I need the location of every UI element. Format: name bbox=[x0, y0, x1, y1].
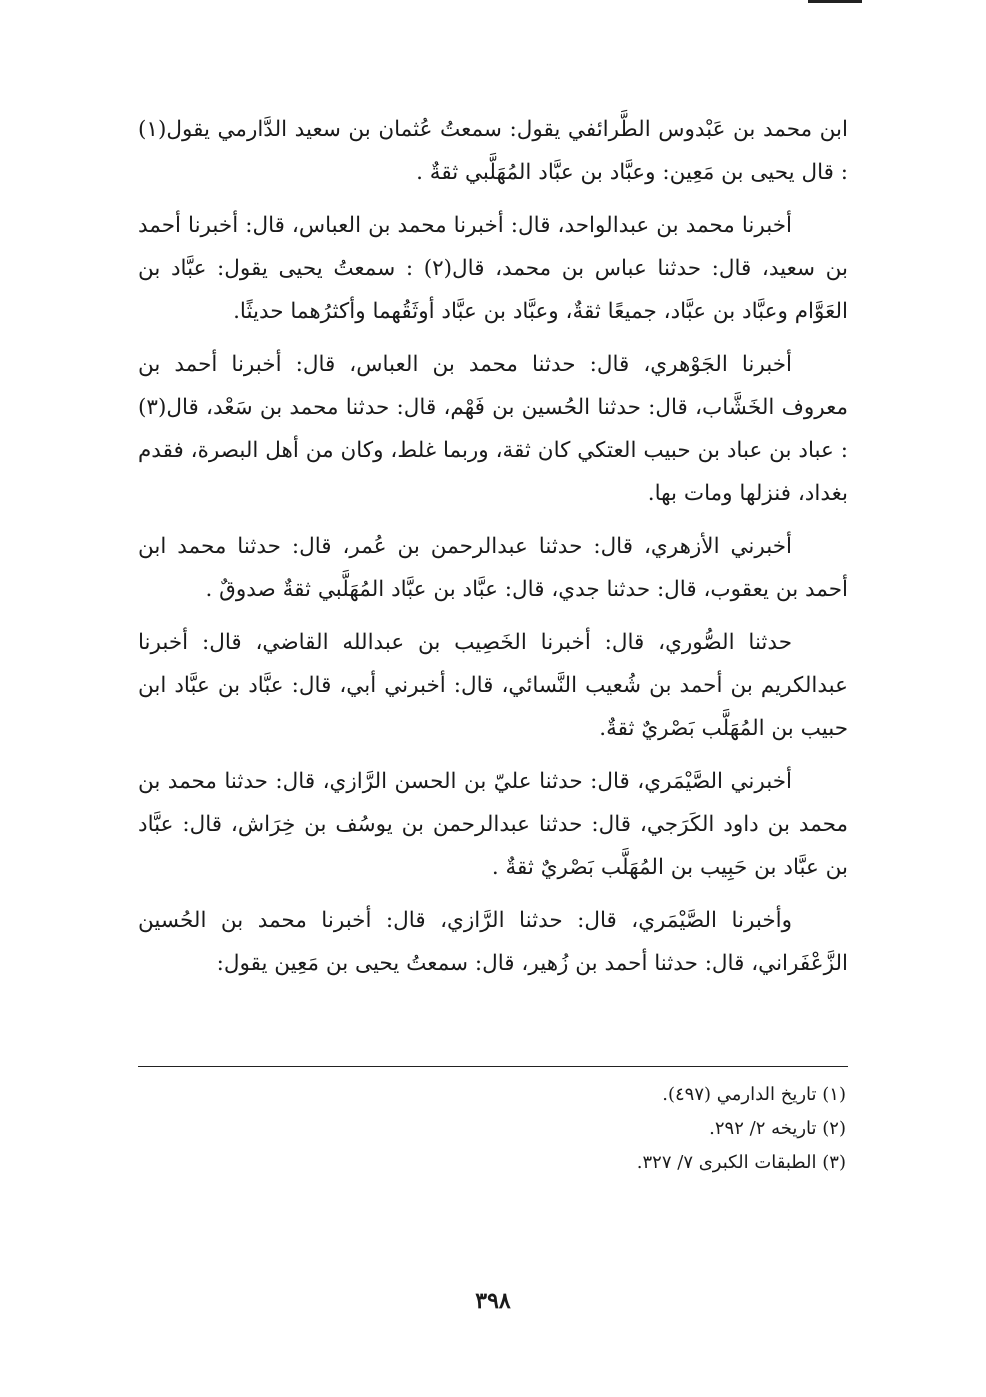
paragraph-4: أخبرني الأزهري، قال: حدثنا عبدالرحمن بن عُمر، قال: حدثنا محمد ابن أحمد بن يعقوب، قال: حدثنا جدي، قال: عبَّاد بن عبَّاد المُهَلَّبي ثقةٌ صدوقٌ . bbox=[138, 534, 848, 602]
paragraph-3: أخبرنا الجَوْهري، قال: حدثنا محمد بن العباس، قال: أخبرنا أحمد بن معروف الخَشَّاب، قال: حدثنا الحُسين بن فَهْم، قال: حدثنا محمد بن سَعْد، قال(٣) : عباد بن عباد بن حبيب العتكي كان ثقة، وربما غلط، وكان من أهل البصرة، فقدم بغداد، فنزلها ومات بها. bbox=[138, 352, 848, 506]
page-number: ٣٩٨ bbox=[475, 1288, 511, 1314]
paragraph-5: حدثنا الصُّوري، قال: أخبرنا الخَصِيب بن عبدالله القاضي، قال: أخبرنا عبدالكريم بن أحمد بن شُعيب النَّسائي، قال: أخبرني أبي، قال: عبَّاد بن عبَّاد ابن حبيب بن المُهَلَّب بَصْريٌ ثقةٌ. bbox=[138, 630, 848, 741]
main-text bbox=[138, 108, 848, 985]
paragraph-7: وأخبرنا الصَّيْمَري، قال: حدثنا الرَّازي، قال: أخبرنا محمد بن الحُسين الزَّعْفَراني، قال: حدثنا أحمد بن زُهير، قال: سمعتُ يحيى بن مَعِين يقول: bbox=[138, 908, 848, 976]
page bbox=[138, 108, 848, 1314]
footnote-2: (٢) تاريخه ٢/ ٢٩٢. bbox=[709, 1118, 846, 1139]
paragraph-6: أخبرني الصَّيْمَري، قال: حدثنا عليّ بن الحسن الرَّازي، قال: حدثنا محمد بن محمد بن داود الكَرَجي، قال: حدثنا عبدالرحمن بن يوسُف بن خِرَاش، قال: عبَّاد بن عبَّاد بن حَبِيب بن المُهَلَّب بَصْريٌ ثقةٌ . bbox=[138, 769, 848, 880]
paragraph-2: أخبرنا محمد بن عبدالواحد، قال: أخبرنا محمد بن العباس، قال: أخبرنا أحمد بن سعيد، قال: حدثنا عباس بن محمد، قال(٢) : سمعتُ يحيى يقول: عبَّاد بن العَوَّام وعبَّاد بن عبَّاد، جميعًا ثقةٌ، وعبَّاد بن عبَّاد أوثَقُهما وأكثرُهما حديثًا. bbox=[138, 213, 848, 324]
footnote-3: (٣) الطبقات الكبرى ٧/ ٣٢٧. bbox=[636, 1152, 846, 1173]
paragraph-1: ابن محمد بن عَبْدوس الطَّرائفي يقول: سمعتُ عُثمان بن سعيد الدَّارمي يقول(١) : قال يحيى بن مَعِين: وعبَّاد بن عبَّاد المُهَلَّبي ثقةٌ . bbox=[138, 117, 848, 185]
top-rule bbox=[808, 0, 862, 3]
footnotes bbox=[138, 1078, 848, 1180]
footnote-1: (١) تاريخ الدارمي (٤٩٧). bbox=[662, 1084, 846, 1105]
footnote-divider bbox=[138, 1066, 848, 1067]
